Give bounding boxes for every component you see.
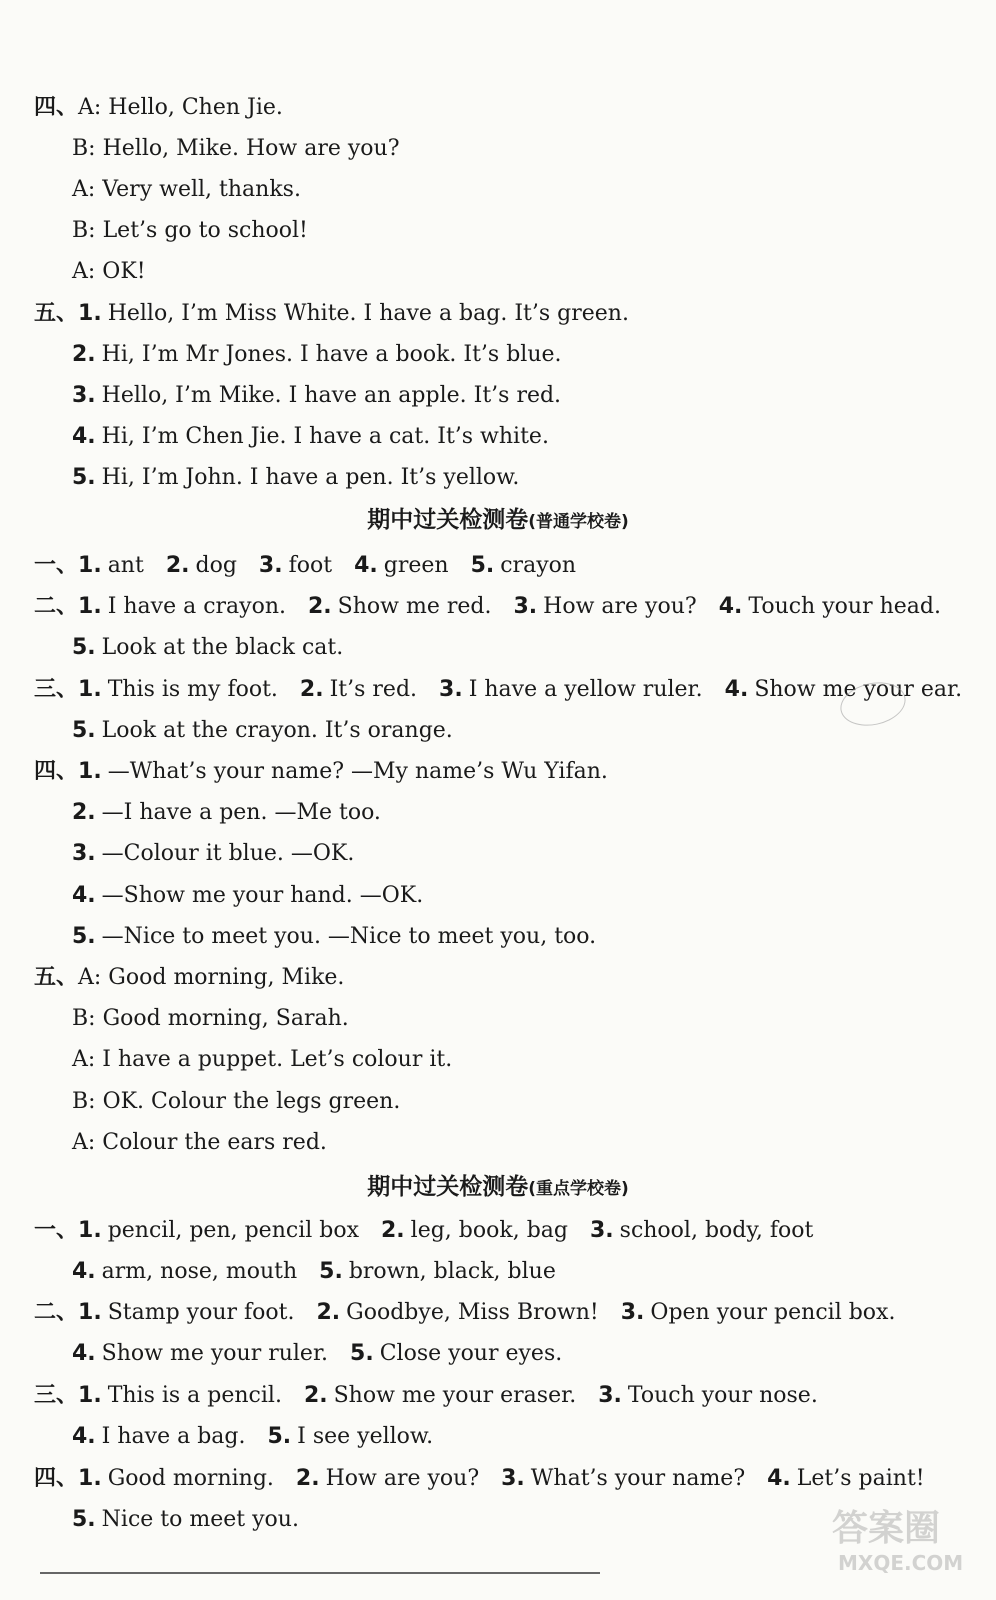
answer-line (0, 257, 996, 287)
answer-item (304, 1383, 576, 1408)
answer-item (72, 635, 343, 660)
item-text: Good morning. (107, 1466, 274, 1491)
answer-line (0, 1298, 996, 1328)
item-number: 5. (72, 465, 96, 490)
item-text: Hi, I’m Chen Jie. I have a cat. It’s white. (101, 424, 549, 449)
item-number: 5. (319, 1259, 343, 1284)
item-text: A: Very well, thanks. (72, 177, 301, 202)
item-text: Hi, I’m John. I have a pen. It’s yellow. (101, 465, 520, 490)
item-number: 1. (78, 759, 102, 784)
item-number: 5. (72, 718, 96, 743)
answer-line (0, 134, 996, 164)
answer-item (72, 136, 400, 161)
answer-line (0, 216, 996, 246)
answer-item (72, 1006, 349, 1031)
item-number: 2. (295, 1466, 320, 1491)
watermark-subtext: MXQE.COM (838, 1551, 964, 1575)
answer-item (319, 1259, 556, 1284)
item-number: 2. (165, 553, 190, 578)
question-marker: 一、 (34, 553, 79, 578)
item-text: green (383, 553, 449, 578)
answer-item (72, 259, 146, 284)
answer-line (0, 299, 996, 329)
item-text: arm, nose, mouth (101, 1259, 298, 1284)
answer-item (78, 759, 608, 784)
item-text: How are you? (325, 1466, 480, 1491)
answer-item (72, 800, 381, 825)
item-text: Open your pencil box. (650, 1300, 896, 1325)
answer-item (719, 594, 941, 619)
answer-item (72, 424, 549, 449)
item-text: —Show me your hand. —OK. (101, 883, 424, 908)
item-number: 2. (72, 342, 96, 367)
section-title-main: 期中过关检测卷 (367, 1174, 529, 1200)
item-text: How are you? (543, 594, 697, 619)
answer-item (767, 1466, 925, 1491)
answer-line (0, 381, 996, 411)
question-marker: 四、 (34, 95, 79, 120)
item-text: Goodbye, Miss Brown! (346, 1300, 599, 1325)
question-marker: 二、 (34, 594, 79, 619)
answer-item (78, 965, 344, 990)
item-text: B: Good morning, Sarah. (72, 1006, 349, 1031)
watermark-text: 答案圈 (832, 1508, 941, 1549)
watermark-logo (832, 1500, 982, 1578)
item-text: A: I have a puppet. Let’s colour it. (72, 1047, 453, 1072)
question-marker: 五、 (34, 301, 79, 326)
item-text: Show me your eraser. (333, 1383, 577, 1408)
answer-item (350, 1341, 562, 1366)
answer-line (0, 922, 996, 952)
item-text: I have a crayon. (107, 594, 286, 619)
item-number: 5. (267, 1424, 292, 1449)
item-number: 1. (78, 301, 102, 326)
item-text: Touch your head. (748, 594, 941, 619)
item-number: 3. (72, 841, 96, 866)
item-text: —Colour it blue. —OK. (101, 841, 355, 866)
question-marker: 五、 (34, 965, 79, 990)
item-number: 3. (258, 553, 283, 578)
item-text: I have a yellow ruler. (468, 677, 703, 702)
answer-line (0, 463, 996, 493)
item-text: Hello, I’m Mike. I have an apple. It’s red. (101, 383, 562, 408)
item-number: 1. (78, 553, 102, 578)
answer-item (78, 1383, 282, 1408)
answer-line (0, 1422, 996, 1452)
answer-item (72, 1424, 245, 1449)
item-number: 2. (381, 1218, 405, 1243)
answer-line (0, 1464, 996, 1494)
item-number: 3. (72, 383, 96, 408)
question-marker: 二、 (34, 1300, 79, 1325)
answer-item (621, 1300, 896, 1325)
item-text: What’s your name? (530, 1466, 746, 1491)
item-number: 4. (72, 883, 96, 908)
answer-item (590, 1218, 813, 1243)
item-text: I have a bag. (101, 1424, 246, 1449)
item-text: I see yellow. (297, 1424, 434, 1449)
item-number: 4. (72, 1424, 96, 1449)
answer-item (72, 1047, 452, 1072)
item-number: 1. (78, 1300, 102, 1325)
footer-divider (40, 1572, 600, 1574)
item-text: Look at the crayon. It’s orange. (101, 718, 453, 743)
item-text: ant (107, 553, 144, 578)
item-text: Show me red. (337, 594, 492, 619)
answer-item (72, 883, 423, 908)
item-number: 5. (72, 635, 96, 660)
item-number: 2. (72, 800, 96, 825)
item-text: Look at the black cat. (101, 635, 344, 660)
item-text: Hi, I’m Mr Jones. I have a book. It’s blue. (101, 342, 562, 367)
item-number: 5. (72, 1507, 96, 1532)
answer-item (78, 594, 286, 619)
answer-line (0, 798, 996, 828)
section-title-sub: (普通学校卷) (528, 512, 629, 532)
answer-item (72, 841, 354, 866)
item-number: 5. (470, 553, 495, 578)
item-number: 2. (299, 677, 324, 702)
item-number: 4. (72, 424, 96, 449)
answer-item (471, 553, 576, 578)
answer-item (72, 218, 308, 243)
item-number: 1. (78, 1466, 102, 1491)
answer-item (72, 1259, 297, 1284)
answer-item (501, 1466, 745, 1491)
answer-item (78, 553, 144, 578)
item-number: 5. (350, 1341, 374, 1366)
answer-item (72, 1341, 328, 1366)
answer-item (72, 1130, 327, 1155)
answer-line (0, 1381, 996, 1411)
item-text: A: Good morning, Mike. (78, 965, 345, 990)
answer-line (0, 1087, 996, 1117)
item-text: pencil, pen, pencil box (107, 1218, 359, 1243)
item-number: 2. (308, 594, 332, 619)
item-number: 3. (589, 1218, 614, 1243)
item-number: 3. (513, 594, 538, 619)
item-text: Show me your ear. (754, 677, 963, 702)
answer-item (72, 177, 301, 202)
answer-line (0, 340, 996, 370)
answer-item (78, 95, 283, 120)
item-text: Show me your ruler. (101, 1341, 329, 1366)
answer-line (0, 422, 996, 452)
item-text: school, body, foot (619, 1218, 814, 1243)
item-text: Touch your nose. (627, 1383, 818, 1408)
item-text: Hello, I’m Miss White. I have a bag. It’s green. (107, 301, 629, 326)
item-number: 1. (78, 677, 102, 702)
item-number: 3. (598, 1383, 622, 1408)
question-marker: 四、 (34, 759, 79, 784)
answer-item (72, 383, 561, 408)
item-text: Nice to meet you. (101, 1507, 299, 1532)
item-number: 1. (78, 1218, 102, 1243)
answer-item (78, 1218, 359, 1243)
item-number: 1. (78, 594, 102, 619)
item-text: Close your eyes. (379, 1341, 563, 1366)
answer-line (0, 1257, 996, 1287)
answer-item (354, 553, 448, 578)
answer-line (0, 839, 996, 869)
item-number: 4. (718, 594, 743, 619)
item-text: This is a pencil. (107, 1383, 282, 1408)
item-text: Let’s paint! (796, 1466, 925, 1491)
item-text: Stamp your foot. (107, 1300, 295, 1325)
item-number: 5. (72, 924, 96, 949)
item-text: B: Hello, Mike. How are you? (72, 136, 400, 161)
item-text: A: Colour the ears red. (72, 1130, 327, 1155)
answer-item (78, 677, 278, 702)
answer-line (0, 1004, 996, 1034)
answer-line (0, 592, 996, 622)
answer-item (72, 718, 453, 743)
answer-item (300, 677, 417, 702)
item-text: brown, black, blue (348, 1259, 556, 1284)
section-title-main: 期中过关检测卷 (367, 507, 529, 533)
question-marker: 三、 (34, 677, 79, 702)
answer-item (513, 594, 696, 619)
section-title (0, 504, 996, 538)
answer-line (0, 963, 996, 993)
question-marker: 三、 (34, 1383, 79, 1408)
answer-line (0, 633, 996, 663)
answer-line (0, 757, 996, 787)
answer-item (72, 1089, 400, 1114)
item-text: B: Let’s go to school! (72, 218, 308, 243)
answer-line (0, 1339, 996, 1369)
item-number: 2. (316, 1300, 341, 1325)
answer-item (72, 465, 519, 490)
answer-item (296, 1466, 479, 1491)
item-number: 4. (72, 1259, 96, 1284)
answer-line (0, 1128, 996, 1158)
section-title (0, 1171, 996, 1205)
section-title-sub: (重点学校卷) (528, 1179, 629, 1199)
item-text: —I have a pen. —Me too. (101, 800, 381, 825)
answer-item (72, 1507, 299, 1532)
question-marker: 一、 (34, 1218, 79, 1243)
answer-item (381, 1218, 568, 1243)
item-number: 3. (439, 677, 463, 702)
item-text: A: Hello, Chen Jie. (78, 95, 283, 120)
item-text: B: OK. Colour the legs green. (72, 1089, 401, 1114)
item-text: It’s red. (329, 677, 418, 702)
answer-item (78, 301, 629, 326)
answer-line (0, 93, 996, 123)
item-number: 4. (354, 553, 378, 578)
answer-item (78, 1300, 294, 1325)
question-marker: 四、 (34, 1466, 79, 1491)
answer-line (0, 1045, 996, 1075)
answer-line (0, 881, 996, 911)
item-number: 2. (303, 1383, 328, 1408)
answer-item (72, 342, 562, 367)
item-text: A: OK! (72, 259, 146, 284)
answer-item (166, 553, 237, 578)
item-text: This is my foot. (107, 677, 278, 702)
answer-item (259, 553, 332, 578)
answer-item (316, 1300, 598, 1325)
item-text: —Nice to meet you. —Nice to meet you, too. (101, 924, 597, 949)
answer-item (78, 1466, 274, 1491)
item-number: 1. (78, 1383, 102, 1408)
item-number: 3. (620, 1300, 645, 1325)
item-text: crayon (500, 553, 577, 578)
item-text: foot (288, 553, 333, 578)
answer-line (0, 175, 996, 205)
item-text: —What’s your name? —My name’s Wu Yifan. (107, 759, 608, 784)
item-number: 4. (767, 1466, 791, 1491)
item-number: 4. (724, 677, 749, 702)
item-text: dog (195, 553, 237, 578)
answer-line (0, 1216, 996, 1246)
answer-item (267, 1424, 433, 1449)
item-text: leg, book, bag (410, 1218, 568, 1243)
answer-line (0, 551, 996, 581)
answer-item (439, 677, 703, 702)
answer-item (72, 924, 596, 949)
item-number: 3. (501, 1466, 525, 1491)
item-number: 4. (72, 1341, 96, 1366)
answer-item (308, 594, 491, 619)
answer-item (598, 1383, 818, 1408)
